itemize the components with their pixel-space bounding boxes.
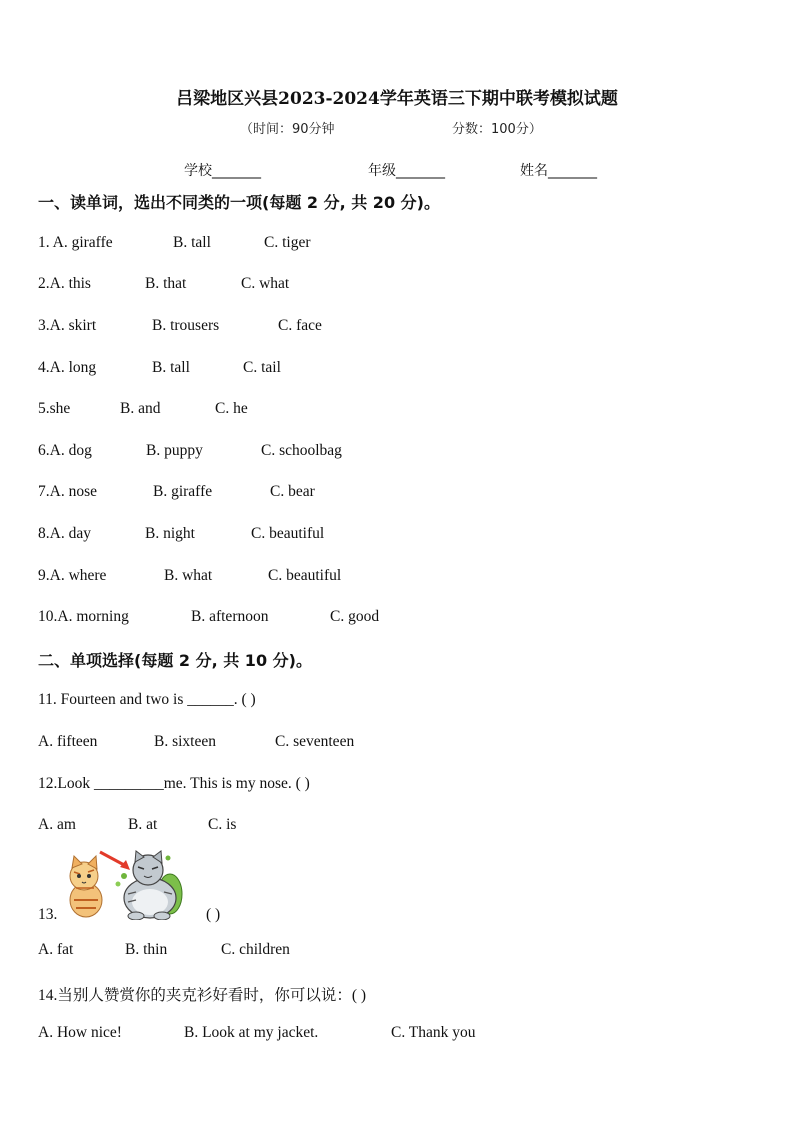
question-12-stem: 12.Look _________me. This is my nose. ( ) xyxy=(38,775,310,792)
grade-field: 年级_______ xyxy=(368,163,445,179)
option-b: B. that xyxy=(145,275,187,292)
option-a: 10.A. morning xyxy=(38,608,129,625)
option-b: B. tall xyxy=(152,359,190,376)
option-c: C. he xyxy=(215,400,248,417)
question-13-number: 13. xyxy=(38,906,58,923)
section-2-heading: 二、单项选择(每题 2 分, 共 10 分)。 xyxy=(38,651,312,670)
question-row xyxy=(38,275,289,293)
option-a: A. am xyxy=(38,816,76,833)
question-row xyxy=(38,442,342,460)
question-11-stem: 11. Fourteen and two is ______. ( ) xyxy=(38,691,256,708)
option-b: B. sixteen xyxy=(154,733,216,750)
question-14-stem: 14.当别人赞赏你的夹克衫好看时，你可以说：( ) xyxy=(38,987,367,1004)
option-c: C. is xyxy=(208,816,237,833)
question-row xyxy=(38,608,379,626)
option-a: 2.A. this xyxy=(38,275,91,292)
orange-kitten-icon xyxy=(70,856,102,917)
exam-score: 分数：100分） xyxy=(452,122,542,137)
option-a: 6.A. dog xyxy=(38,442,92,459)
question-13-answer-paren: ( ) xyxy=(206,906,221,923)
question-row xyxy=(38,400,248,418)
option-c: C. bear xyxy=(270,483,315,500)
option-b: B. trousers xyxy=(152,317,220,334)
option-a: 3.A. skirt xyxy=(38,317,97,334)
question-row xyxy=(38,525,324,543)
option-c: C. tail xyxy=(243,359,281,376)
question-row xyxy=(38,567,341,585)
option-a: 4.A. long xyxy=(38,359,97,376)
option-a: A. fifteen xyxy=(38,733,98,750)
question-row xyxy=(38,317,322,335)
option-c: C. tiger xyxy=(264,234,311,251)
option-b: B. thin xyxy=(125,941,168,958)
question-row xyxy=(38,359,281,377)
option-b: B. afternoon xyxy=(191,608,269,625)
option-b: B. Look at my jacket. xyxy=(184,1024,319,1041)
option-b: B. tall xyxy=(173,234,211,251)
option-a: A. How nice! xyxy=(38,1024,122,1041)
option-c: C. what xyxy=(241,275,290,292)
option-c: C. seventeen xyxy=(275,733,355,750)
option-b: B. puppy xyxy=(146,442,203,459)
question-row xyxy=(38,234,311,252)
name-field: 姓名_______ xyxy=(520,163,597,179)
option-c: C. beautiful xyxy=(268,567,342,584)
option-c: C. children xyxy=(221,941,290,958)
exam-time: （时间：90分钟 xyxy=(240,122,335,137)
question-row xyxy=(38,483,315,501)
option-a: 8.A. day xyxy=(38,525,91,542)
option-b: B. night xyxy=(145,525,195,542)
question-12-options xyxy=(38,816,236,834)
school-field: 学校_______ xyxy=(184,163,261,179)
option-c: C. good xyxy=(330,608,380,625)
question-13-options xyxy=(38,941,290,959)
option-c: C. beautiful xyxy=(251,525,325,542)
option-a: A. fat xyxy=(38,941,74,958)
option-c: C. schoolbag xyxy=(261,442,342,459)
cats-illustration xyxy=(58,848,188,920)
option-a: 1. A. giraffe xyxy=(38,234,113,251)
question-14-options xyxy=(38,1024,476,1042)
option-b: B. what xyxy=(164,567,213,584)
option-c: C. face xyxy=(278,317,322,334)
option-b: B. and xyxy=(120,400,161,417)
section-1-heading: 一、读单词，选出不同类的一项(每题 2 分, 共 20 分)。 xyxy=(38,193,440,212)
option-a: 7.A. nose xyxy=(38,483,97,500)
option-a: 5.she xyxy=(38,400,71,417)
option-b: B. at xyxy=(128,816,158,833)
fat-gray-cat-icon xyxy=(124,851,176,920)
page-title: 吕梁地区兴县2023-2024学年英语三下期中联考模拟试题 xyxy=(176,89,618,109)
red-arrow-icon xyxy=(100,852,126,866)
question-11-options xyxy=(38,733,354,751)
option-a: 9.A. where xyxy=(38,567,107,584)
option-c: C. Thank you xyxy=(391,1024,476,1041)
option-b: B. giraffe xyxy=(153,483,213,500)
